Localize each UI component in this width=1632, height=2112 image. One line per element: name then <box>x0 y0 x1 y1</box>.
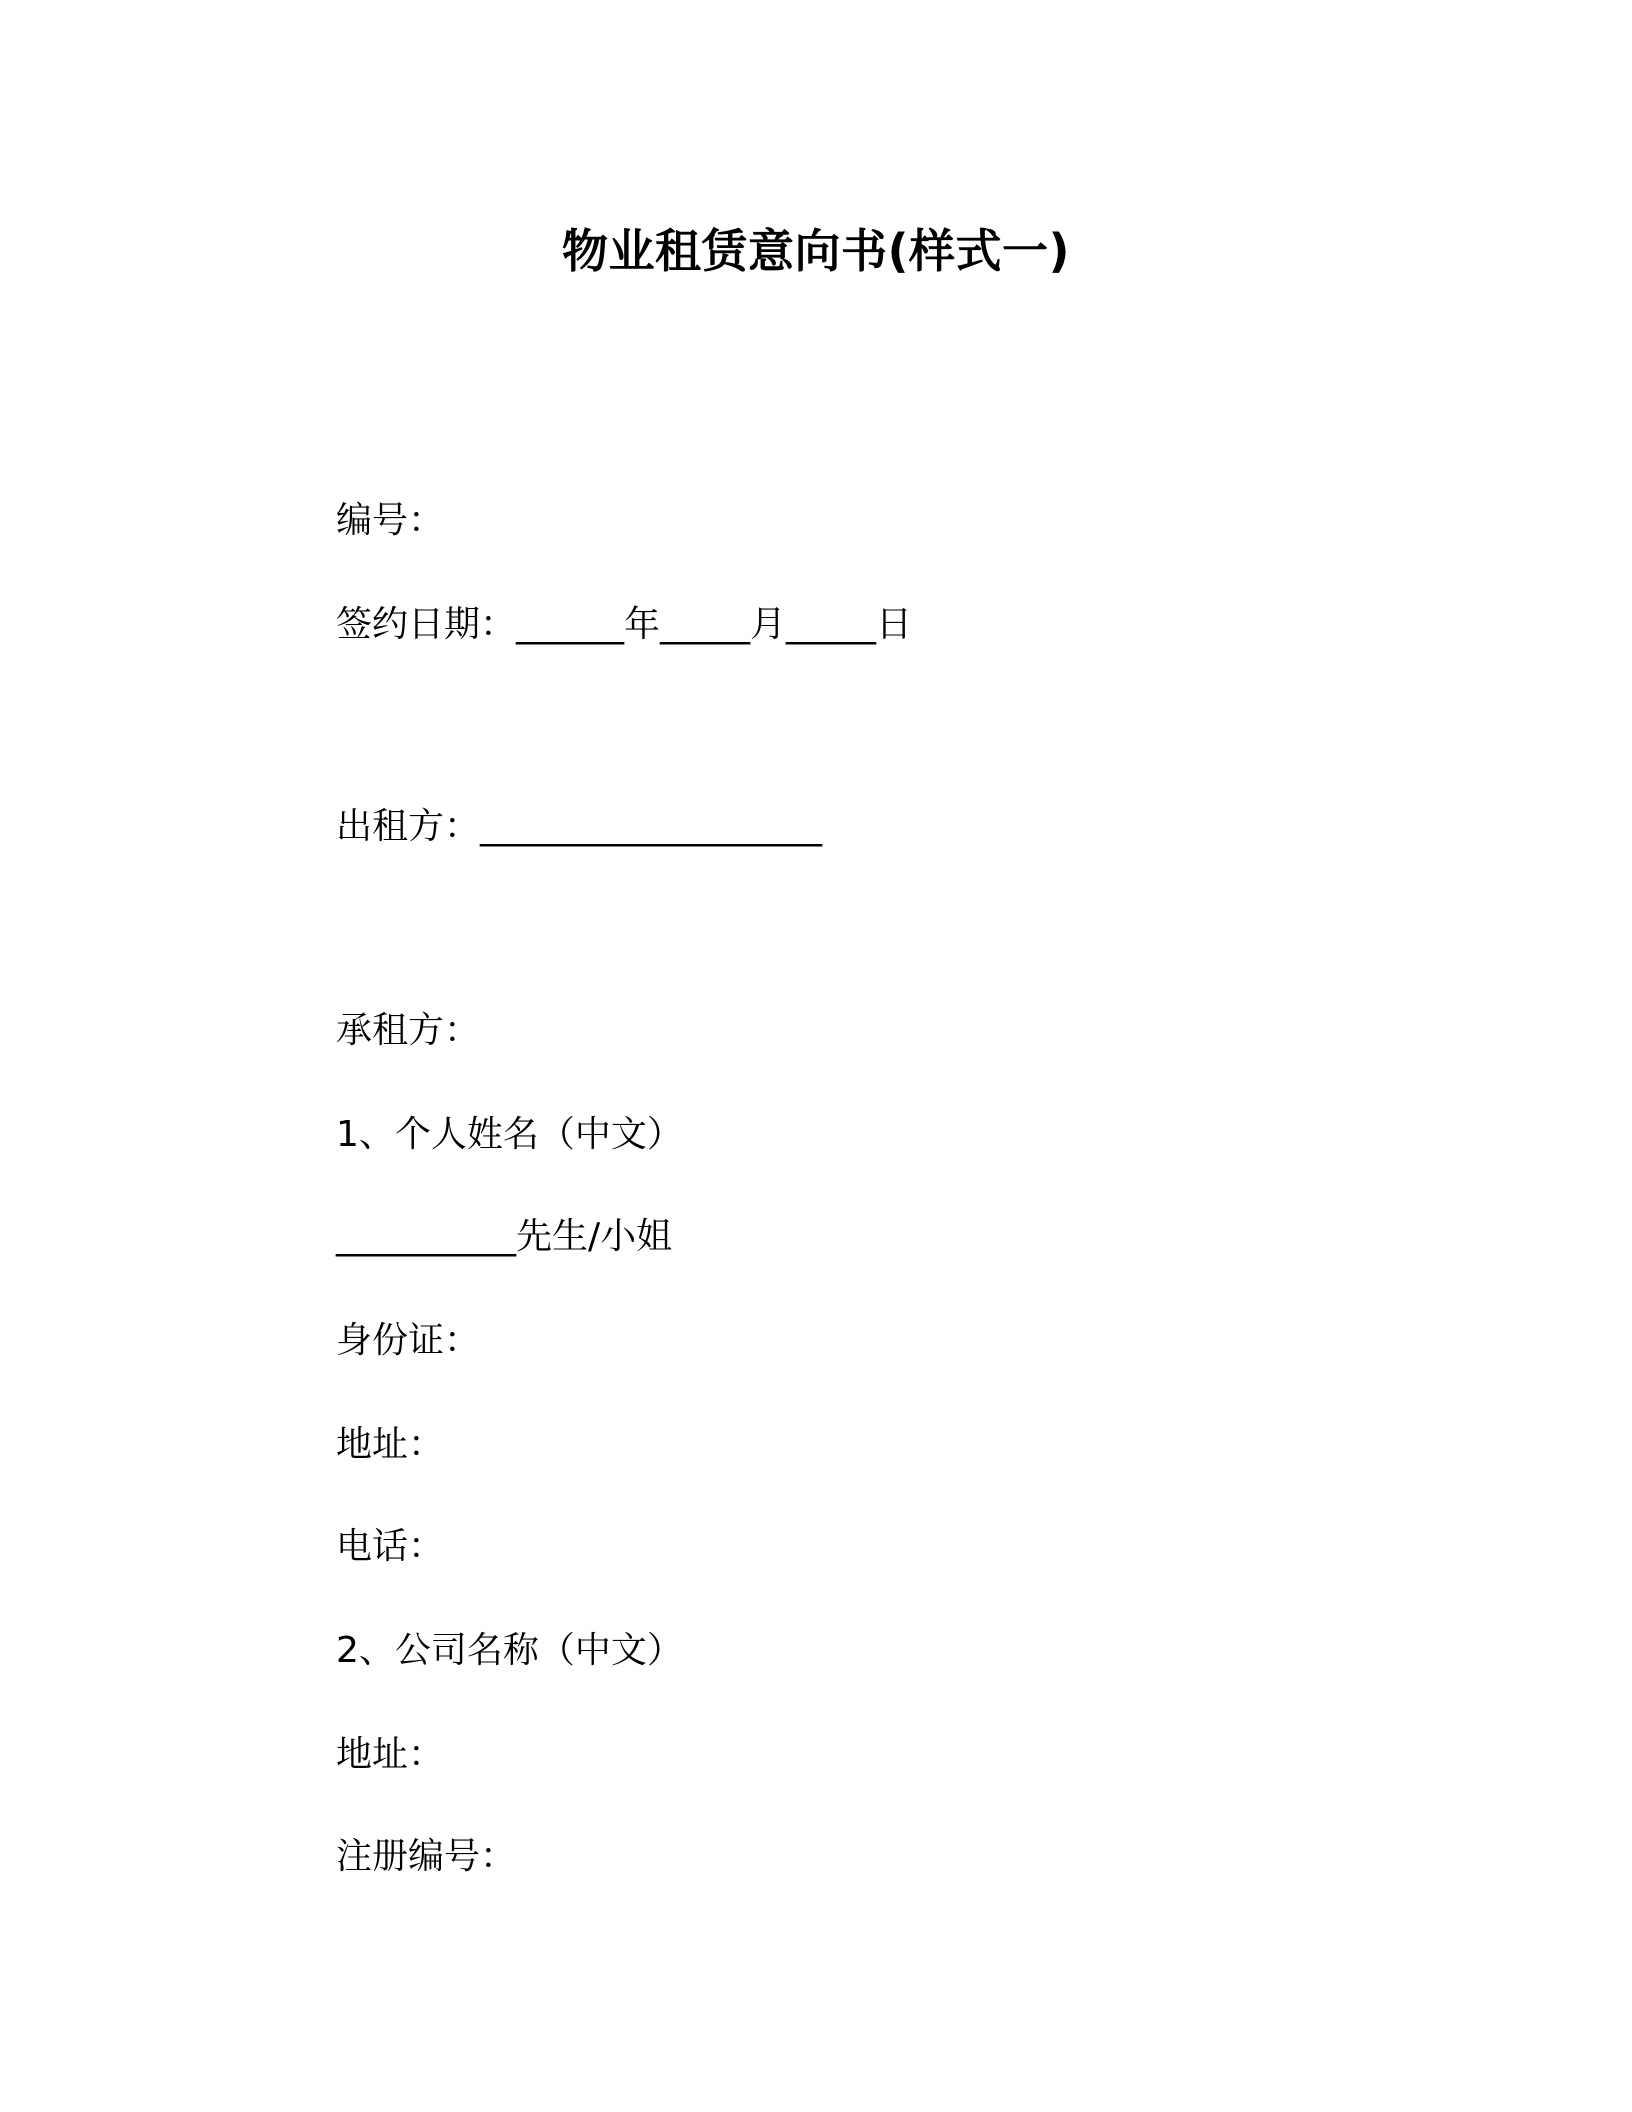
field-lessee: 承租方： <box>336 1010 481 1051</box>
field-individual-name: 1、个人姓名（中文） <box>336 1114 683 1155</box>
field-address-company: 地址： <box>336 1734 445 1775</box>
field-sign-date: 签约日期：______年_____月_____日 <box>336 604 913 645</box>
field-phone: 电话： <box>336 1526 445 1567</box>
field-address-individual: 地址： <box>336 1424 445 1465</box>
field-lessor: 出租方：___________________ <box>336 806 823 847</box>
field-id-card: 身份证： <box>336 1320 481 1361</box>
field-company-name: 2、公司名称（中文） <box>336 1630 683 1671</box>
field-number: 编号： <box>336 500 445 541</box>
document-title: 物业租赁意向书(样式一) <box>561 224 1071 278</box>
field-mr-ms: __________先生/小姐 <box>336 1216 673 1257</box>
field-registration-number: 注册编号： <box>336 1836 517 1877</box>
